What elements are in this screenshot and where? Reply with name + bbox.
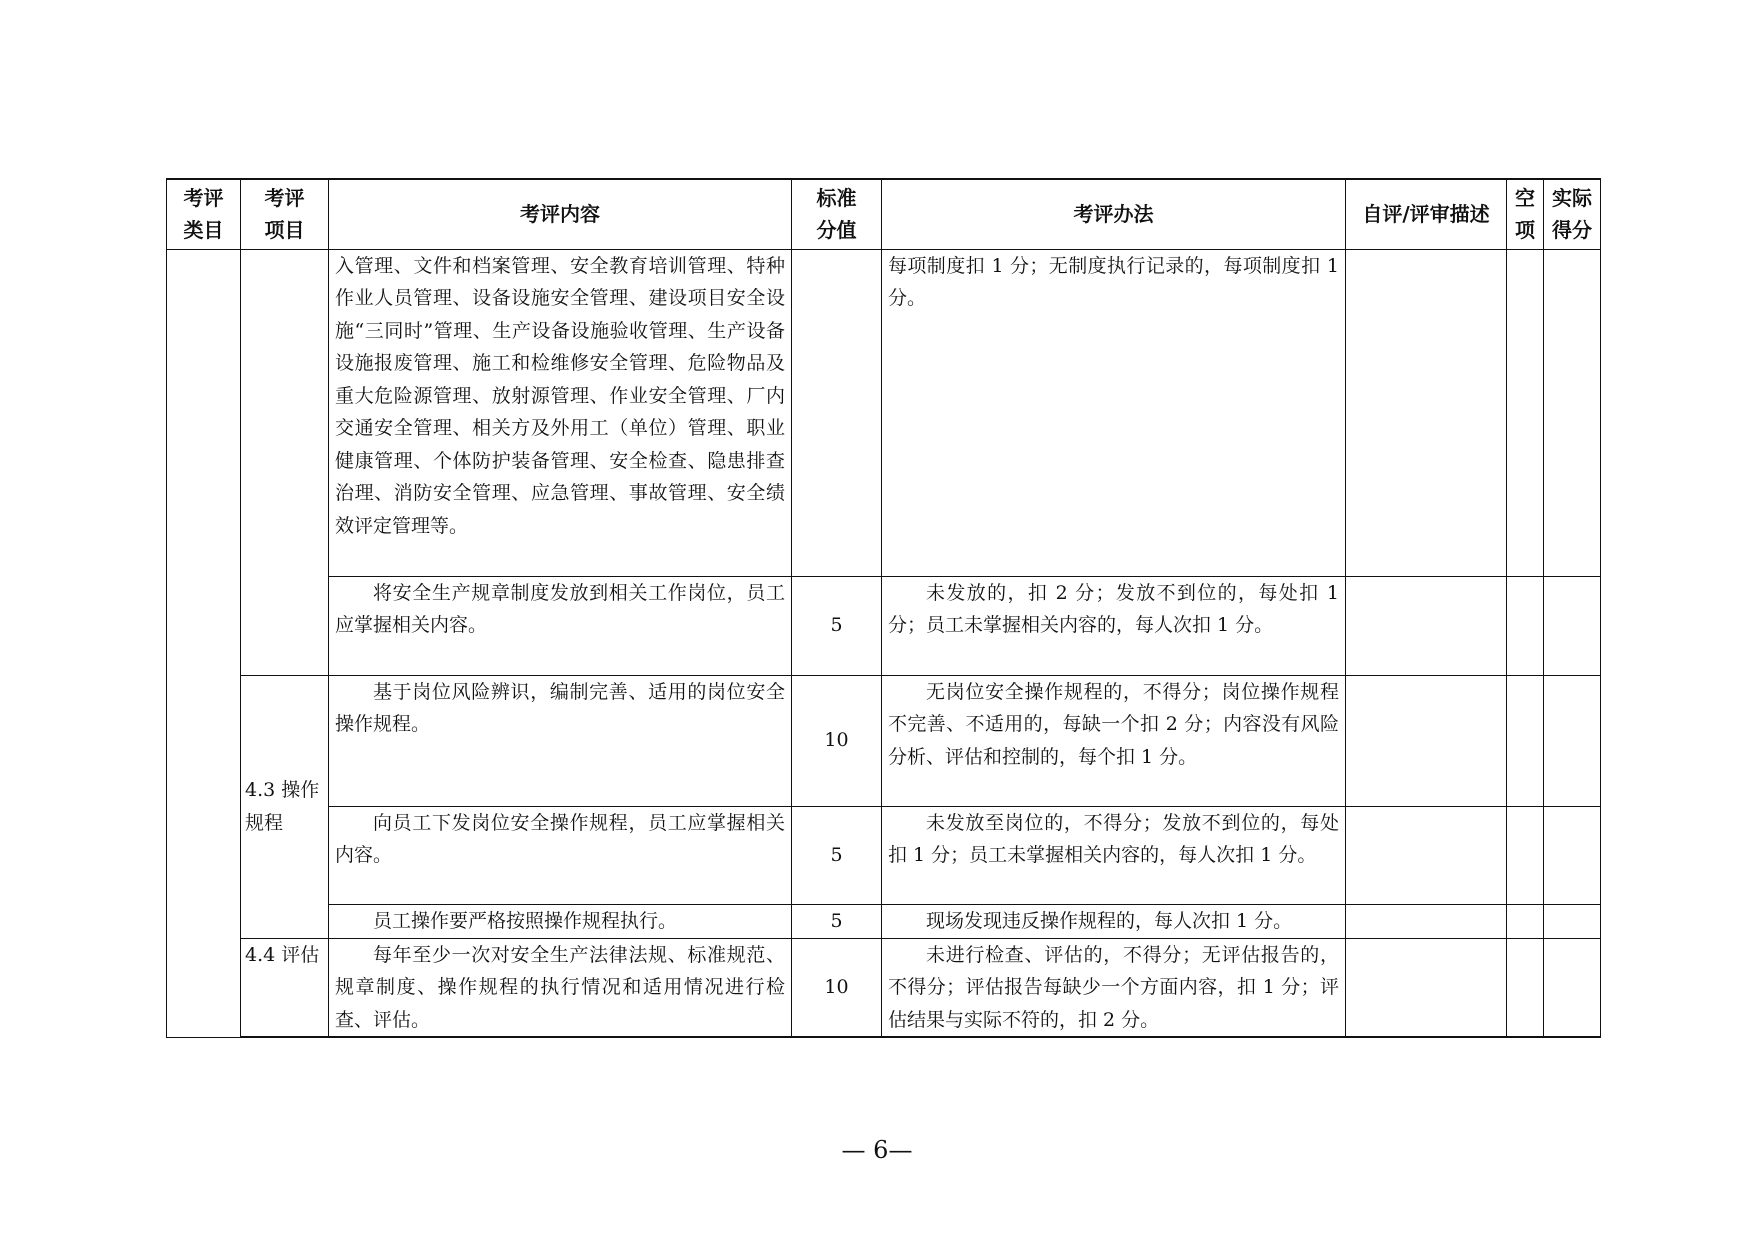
method-cell: 现场发现违反操作规程的，每人次扣 1 分。	[882, 904, 1346, 938]
table-row	[167, 938, 1601, 1037]
header-method: 考评办法	[882, 179, 1346, 249]
blank-item-cell[interactable]	[1507, 904, 1544, 938]
blank-item-cell[interactable]	[1507, 675, 1544, 806]
score-cell	[792, 249, 882, 576]
self-review-cell[interactable]	[1346, 576, 1507, 675]
header-standard-score: 标准 分值	[792, 179, 882, 249]
item-cell	[241, 249, 329, 675]
self-review-cell[interactable]	[1346, 675, 1507, 806]
page-number: — 6—	[841, 1136, 913, 1164]
score-cell: 5	[792, 904, 882, 938]
blank-item-cell[interactable]	[1507, 576, 1544, 675]
table-header-row	[167, 179, 1601, 249]
evaluation-table	[166, 178, 1601, 1038]
table-row	[167, 249, 1601, 576]
header-content: 考评内容	[329, 179, 792, 249]
item-cell: 4.3 操作规程	[241, 675, 329, 938]
actual-score-cell[interactable]	[1544, 904, 1601, 938]
method-cell: 未发放的，扣 2 分；发放不到位的，每处扣 1 分；员工未掌握相关内容的，每人次扣 1 分。	[882, 576, 1346, 675]
blank-item-cell[interactable]	[1507, 806, 1544, 904]
content-cell: 员工操作要严格按照操作规程执行。	[329, 904, 792, 938]
item-cell: 4.4 评估	[241, 938, 329, 1037]
actual-score-cell[interactable]	[1544, 576, 1601, 675]
score-cell: 10	[792, 675, 882, 806]
self-review-cell[interactable]	[1346, 249, 1507, 576]
table-row	[167, 576, 1601, 675]
blank-item-cell[interactable]	[1507, 249, 1544, 576]
method-cell: 每项制度扣 1 分；无制度执行记录的，每项制度扣 1 分。	[882, 249, 1346, 576]
self-review-cell[interactable]	[1346, 904, 1507, 938]
content-cell: 基于岗位风险辨识，编制完善、适用的岗位安全操作规程。	[329, 675, 792, 806]
content-cell: 将安全生产规章制度发放到相关工作岗位，员工应掌握相关内容。	[329, 576, 792, 675]
score-cell: 10	[792, 938, 882, 1037]
table-row	[167, 904, 1601, 938]
method-cell: 无岗位安全操作规程的，不得分；岗位操作规程不完善、不适用的，每缺一个扣 2 分；内容没有风险分析、评估和控制的，每个扣 1 分。	[882, 675, 1346, 806]
content-cell: 入管理、文件和档案管理、安全教育培训管理、特种作业人员管理、设备设施安全管理、建设项目安全设施“三同时”管理、生产设备设施验收管理、生产设备设施报废管理、施工和检维修安全管理、危险物品及重大危险源管理、放射源管理、作业安全管理、厂内交通安全管理、相关方及外用工（单位）管理、职业健康管理、个体防护装备管理、安全检查、隐患排查治理、消防安全管理、应急管理、事故管理、安全绩效评定管理等。	[329, 249, 792, 576]
actual-score-cell[interactable]	[1544, 675, 1601, 806]
table-row	[167, 806, 1601, 904]
header-actual-score: 实际 得分	[1544, 179, 1601, 249]
actual-score-cell[interactable]	[1544, 249, 1601, 576]
score-cell: 5	[792, 576, 882, 675]
header-item: 考评 项目	[241, 179, 329, 249]
header-category: 考评 类目	[167, 179, 241, 249]
self-review-cell[interactable]	[1346, 806, 1507, 904]
actual-score-cell[interactable]	[1544, 806, 1601, 904]
blank-item-cell[interactable]	[1507, 938, 1544, 1037]
actual-score-cell[interactable]	[1544, 938, 1601, 1037]
score-cell: 5	[792, 806, 882, 904]
header-self-review: 自评/评审描述	[1346, 179, 1507, 249]
self-review-cell[interactable]	[1346, 938, 1507, 1037]
method-cell: 未进行检查、评估的，不得分；无评估报告的，不得分；评估报告每缺少一个方面内容，扣 1 分；评估结果与实际不符的，扣 2 分。	[882, 938, 1346, 1037]
method-cell: 未发放至岗位的，不得分；发放不到位的，每处扣 1 分；员工未掌握相关内容的，每人次扣 1 分。	[882, 806, 1346, 904]
header-blank-item: 空 项	[1507, 179, 1544, 249]
category-cell	[167, 249, 241, 1037]
table-row	[167, 675, 1601, 806]
content-cell: 向员工下发岗位安全操作规程，员工应掌握相关内容。	[329, 806, 792, 904]
content-cell: 每年至少一次对安全生产法律法规、标准规范、规章制度、操作规程的执行情况和适用情况进行检查、评估。	[329, 938, 792, 1037]
